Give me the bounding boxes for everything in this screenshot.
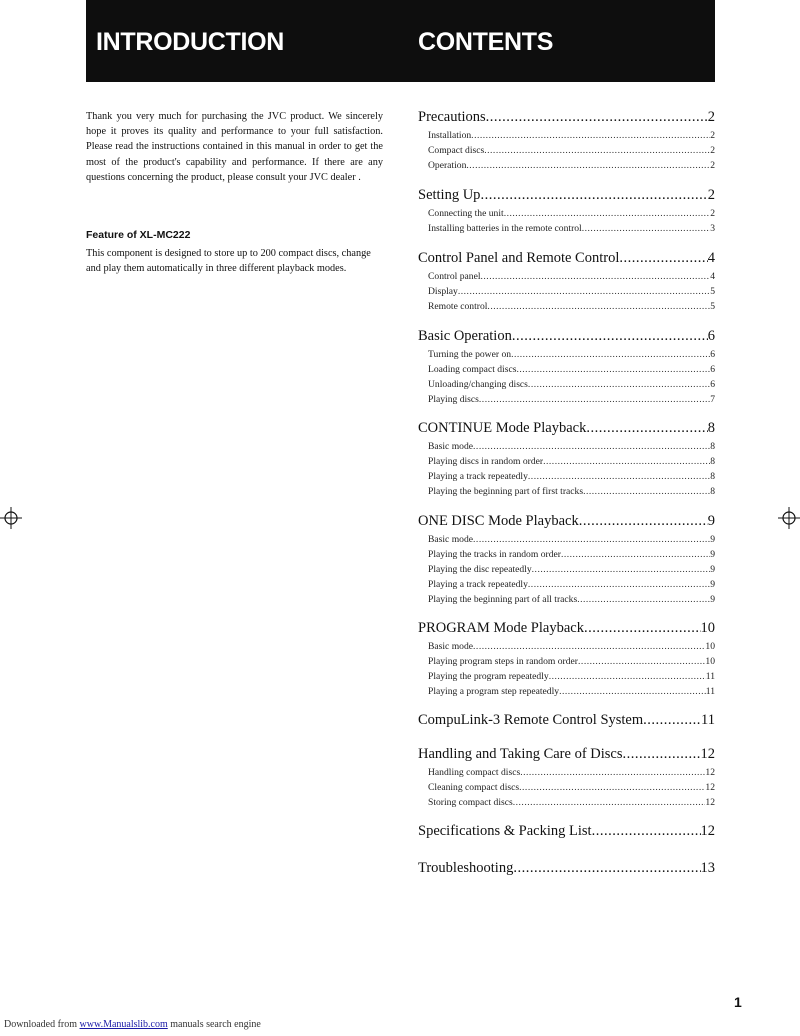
toc-section-heading[interactable] (418, 823, 715, 842)
toc-section (418, 823, 715, 842)
toc-section-heading[interactable] (418, 420, 715, 439)
toc-entry-page: 6 (710, 349, 715, 360)
toc-section-heading[interactable] (418, 109, 715, 128)
toc-entry-page: 4 (710, 271, 715, 282)
toc-entry-page: 9 (710, 594, 715, 605)
toc-entry-label: Installation (428, 130, 472, 141)
toc-leader-dots (578, 654, 705, 669)
toc-entry[interactable] (418, 562, 715, 577)
toc-entry[interactable] (418, 206, 715, 221)
toc-section (418, 187, 715, 236)
intro-paragraph: Thank you very much for purchasing the JVC product. We sincerely hope it proves its quality and performance to your full satisfaction. Please read the instructions contained in this manual in order to get the most of the product's capability and performance. If there are any questions concerning the product, please consult your JVC dealer . (86, 111, 383, 183)
toc-leader-dots (543, 454, 710, 469)
toc-leader-dots (504, 206, 711, 221)
toc-leader-dots (528, 469, 710, 484)
toc-entry-label: Cleaning compact discs (428, 782, 520, 793)
toc-entry[interactable] (418, 639, 715, 654)
toc-entry[interactable] (418, 780, 715, 795)
manualslib-link[interactable]: www.Manualslib.com (79, 1019, 168, 1030)
toc-leader-dots (583, 484, 710, 499)
toc-entry-label: Handling compact discs (428, 767, 521, 778)
toc-section (418, 328, 715, 407)
feature-text: This component is designed to store up to 200 compact discs, change and play them automatically in three different playback modes. (86, 248, 371, 274)
contents-title: CONTENTS (418, 28, 554, 56)
toc-entry[interactable] (418, 484, 715, 499)
toc-entry-label: Playing the beginning part of first tracks (428, 486, 584, 497)
toc-section-heading[interactable] (418, 250, 715, 269)
toc-entry[interactable] (418, 654, 715, 669)
toc-section-heading[interactable] (418, 620, 715, 639)
toc-entry-page: 12 (705, 782, 715, 793)
toc-leader-dots (643, 712, 701, 729)
toc-leader-dots (582, 221, 710, 236)
toc-leader-dots (579, 513, 708, 530)
toc-entry-label: Playing program steps in random order (428, 656, 579, 667)
toc-entry-page: 5 (710, 301, 715, 312)
toc-leader-dots (511, 347, 710, 362)
toc-section-title: CONTINUE Mode Playback (418, 420, 587, 436)
toc-section-heading[interactable] (418, 746, 715, 765)
toc-entry[interactable] (418, 795, 715, 810)
toc-entry-page: 9 (710, 564, 715, 575)
registration-mark-icon (0, 507, 22, 529)
toc-leader-dots (519, 780, 705, 795)
toc-entry[interactable] (418, 684, 715, 699)
toc-entry-label: Unloading/changing discs (428, 379, 528, 390)
toc-entry[interactable] (418, 392, 715, 407)
toc-section-title: Precautions (418, 109, 486, 125)
toc-section-page: 4 (707, 250, 715, 266)
toc-section-title: Control Panel and Remote Control (418, 250, 620, 266)
toc-entry[interactable] (418, 469, 715, 484)
toc-leader-dots (623, 746, 701, 763)
toc-entry[interactable] (418, 143, 715, 158)
toc-leader-dots (520, 765, 705, 780)
toc-leader-dots (549, 669, 706, 684)
toc-leader-dots (513, 795, 706, 810)
toc-section (418, 712, 715, 731)
toc-section-heading[interactable] (418, 712, 715, 731)
toc-leader-dots (487, 299, 710, 314)
toc-entry-page: 6 (710, 379, 715, 390)
toc-section (418, 250, 715, 314)
footer (4, 1019, 261, 1030)
toc-entry-page: 8 (710, 486, 715, 497)
toc-entry[interactable] (418, 454, 715, 469)
toc-entry-label: Basic mode (428, 641, 474, 652)
toc-leader-dots (559, 684, 706, 699)
toc-leader-dots (466, 158, 710, 173)
toc-entry-label: Playing the program repeatedly (428, 671, 549, 682)
toc-entry-page: 6 (710, 364, 715, 375)
toc-section-title: Specifications & Packing List (418, 823, 592, 839)
page-number: 1 (734, 994, 742, 1010)
toc-section-page: 6 (707, 328, 715, 344)
toc-entry-label: Basic mode (428, 534, 474, 545)
toc-entry-page: 10 (705, 641, 715, 652)
toc-leader-dots (486, 109, 708, 126)
toc-leader-dots (586, 420, 707, 437)
toc-section-title: PROGRAM Mode Playback (418, 620, 584, 636)
toc-leader-dots (512, 328, 708, 345)
feature-heading: Feature of XL-MC222 (86, 229, 191, 241)
toc-section-heading[interactable] (418, 187, 715, 206)
toc-entry-page: 9 (710, 549, 715, 560)
toc-section-page: 11 (701, 712, 715, 728)
toc-section-page: 9 (707, 513, 715, 529)
toc-entry-page: 2 (710, 208, 715, 219)
toc-entry-label: Playing the beginning part of all tracks (428, 594, 578, 605)
toc-section-heading[interactable] (418, 328, 715, 347)
toc-section (418, 620, 715, 699)
toc-entry-label: Loading compact discs (428, 364, 517, 375)
toc-section-page: 10 (700, 620, 715, 636)
toc-entry-label: Compact discs (428, 145, 485, 156)
introduction-title: INTRODUCTION (96, 28, 285, 56)
toc-entry[interactable] (418, 128, 715, 143)
toc-leader-dots (577, 592, 710, 607)
toc-leader-dots (479, 392, 710, 407)
toc-section-page: 8 (707, 420, 715, 436)
toc-entry[interactable] (418, 221, 715, 236)
toc-section (418, 746, 715, 810)
toc-entry-page: 2 (710, 130, 715, 141)
toc-entry-label: Playing a program step repeatedly (428, 686, 560, 697)
toc-entry-label: Playing discs (428, 394, 479, 405)
toc-leader-dots (473, 532, 710, 547)
toc-entry-page: 12 (705, 767, 715, 778)
toc-leader-dots (484, 143, 710, 158)
toc-entry[interactable] (418, 299, 715, 314)
registration-mark-icon (778, 507, 800, 529)
toc-entry[interactable] (418, 347, 715, 362)
toc-entry-page: 10 (705, 656, 715, 667)
toc-entry-label: Playing the disc repeatedly (428, 564, 532, 575)
toc-entry[interactable] (418, 158, 715, 173)
toc-section-page: 12 (700, 823, 715, 839)
toc-entry[interactable] (418, 532, 715, 547)
toc-section (418, 513, 715, 607)
toc-leader-dots (619, 250, 707, 267)
toc-entry-label: Installing batteries in the remote control (428, 223, 582, 234)
toc-section-title: Basic Operation (418, 328, 512, 344)
toc-section (418, 860, 715, 879)
footer-suffix: manuals search engine (167, 1019, 261, 1030)
toc-entry-page: 11 (705, 686, 715, 697)
toc-entry[interactable] (418, 439, 715, 454)
toc-entry-page: 9 (710, 534, 715, 545)
toc-entry-label: Basic mode (428, 441, 474, 452)
toc-leader-dots (528, 577, 710, 592)
toc-entry-page: 12 (705, 797, 715, 808)
toc-leader-dots (458, 284, 710, 299)
toc-section-page: 2 (707, 187, 715, 203)
toc-section-page: 13 (700, 860, 715, 876)
toc-leader-dots (481, 269, 711, 284)
toc-section-page: 12 (700, 746, 715, 762)
toc-entry[interactable] (418, 269, 715, 284)
toc-section-title: Handling and Taking Care of Discs (418, 746, 623, 762)
toc-entry[interactable] (418, 669, 715, 684)
toc-entry-label: Control panel (428, 271, 481, 282)
toc-leader-dots (473, 439, 710, 454)
toc-section-title: Setting Up (418, 187, 481, 203)
toc-entry-page: 9 (710, 579, 715, 590)
toc-entry-label: Display (428, 286, 458, 297)
toc-entry-label: Playing a track repeatedly (428, 471, 528, 482)
toc-entry-page: 8 (710, 456, 715, 467)
toc-entry-label: Operation (428, 160, 467, 171)
toc-section-title: Troubleshooting (418, 860, 514, 876)
toc-leader-dots (480, 187, 707, 204)
toc-leader-dots (532, 562, 711, 577)
toc-section (418, 420, 715, 499)
toc-leader-dots (584, 620, 701, 637)
toc-entry[interactable] (418, 362, 715, 377)
toc-entry[interactable] (418, 592, 715, 607)
toc-entry-label: Playing the tracks in random order (428, 549, 561, 560)
toc-entry-page: 3 (710, 223, 715, 234)
toc-leader-dots (513, 860, 700, 877)
toc-entry[interactable] (418, 577, 715, 592)
toc-section-title: CompuLink-3 Remote Control System (418, 712, 644, 728)
toc-leader-dots (592, 823, 701, 840)
toc-entry-page: 5 (710, 286, 715, 297)
toc-entry-page: 8 (710, 471, 715, 482)
toc-entry-page: 11 (705, 671, 715, 682)
toc-entry-page: 8 (710, 441, 715, 452)
toc-entry-label: Playing a track repeatedly (428, 579, 528, 590)
toc-leader-dots (561, 547, 710, 562)
toc-entry-page: 2 (710, 160, 715, 171)
toc-entry-label: Remote control (428, 301, 488, 312)
footer-prefix: Downloaded from (4, 1019, 78, 1030)
toc-entry-page: 2 (710, 145, 715, 156)
toc-section-heading[interactable] (418, 513, 715, 532)
toc-entry-page: 7 (710, 394, 715, 405)
toc-section (418, 109, 715, 173)
toc-leader-dots (516, 362, 710, 377)
toc-section-heading[interactable] (418, 860, 715, 879)
toc-entry[interactable] (418, 284, 715, 299)
toc-entry-label: Storing compact discs (428, 797, 513, 808)
toc-leader-dots (471, 128, 710, 143)
toc-section-title: ONE DISC Mode Playback (418, 513, 579, 529)
toc-leader-dots (528, 377, 710, 392)
toc-entry-label: Connecting the unit (428, 208, 504, 219)
toc-entry-label: Turning the power on (428, 349, 512, 360)
toc-entry[interactable] (418, 765, 715, 780)
toc-leader-dots (473, 639, 705, 654)
toc-entry[interactable] (418, 377, 715, 392)
toc-entry[interactable] (418, 547, 715, 562)
toc-section-page: 2 (707, 109, 715, 125)
toc-entry-label: Playing discs in random order (428, 456, 544, 467)
